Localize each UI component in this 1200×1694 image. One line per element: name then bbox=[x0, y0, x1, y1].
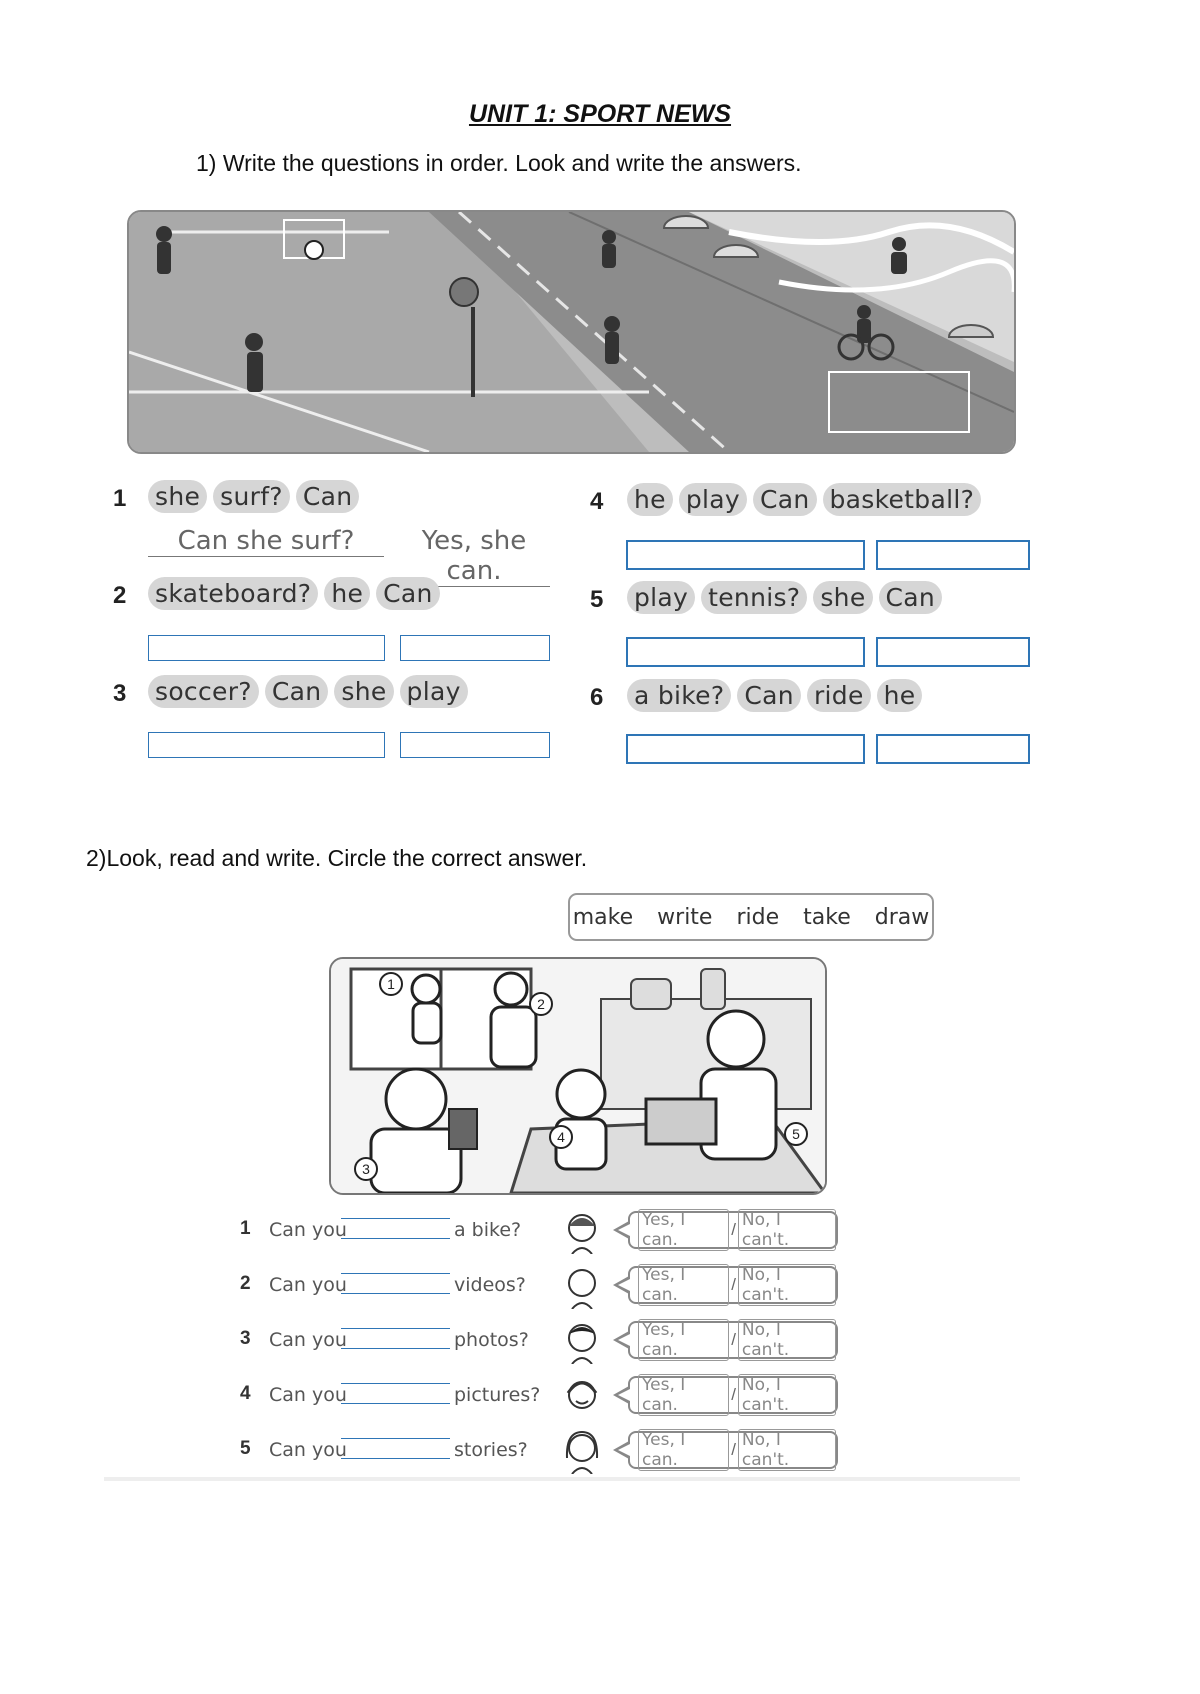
question-start: Can you bbox=[269, 1274, 347, 1296]
yes-option[interactable]: Yes, I can. bbox=[638, 1264, 729, 1306]
separator: / bbox=[731, 1440, 736, 1459]
yes-option[interactable]: Yes, I can. bbox=[638, 1319, 729, 1361]
short-answer-field[interactable] bbox=[876, 734, 1030, 764]
example-answer: Yes, she can. bbox=[398, 526, 550, 587]
word-pill: basketball? bbox=[823, 483, 982, 516]
question-end: photos? bbox=[454, 1329, 529, 1351]
question-answer-field[interactable] bbox=[148, 732, 385, 758]
short-answer-field[interactable] bbox=[400, 635, 550, 661]
word-bank-item: write bbox=[657, 904, 713, 930]
question-start: Can you bbox=[269, 1439, 347, 1461]
no-option[interactable]: No, I can't. bbox=[738, 1319, 836, 1361]
no-option[interactable]: No, I can't. bbox=[738, 1209, 836, 1251]
separator: / bbox=[731, 1275, 736, 1294]
row-number: 4 bbox=[240, 1383, 251, 1404]
answer-blank[interactable] bbox=[341, 1238, 450, 1239]
question-end: stories? bbox=[454, 1439, 528, 1461]
picture-number-label: 2 bbox=[537, 996, 545, 1012]
word-pill: she bbox=[813, 581, 872, 614]
word-pill: Can bbox=[737, 679, 801, 712]
scrambled-words bbox=[148, 675, 468, 708]
separator: / bbox=[731, 1385, 736, 1404]
no-option[interactable]: No, I can't. bbox=[738, 1429, 836, 1471]
exercise-row bbox=[240, 1428, 840, 1474]
answer-bubble bbox=[628, 1321, 838, 1359]
exercise-row bbox=[240, 1263, 840, 1309]
word-pill: she bbox=[148, 480, 207, 513]
yes-option[interactable]: Yes, I can. bbox=[638, 1209, 729, 1251]
scrambled-words bbox=[627, 483, 981, 516]
word-bank-item: ride bbox=[736, 904, 780, 930]
word-pill: Can bbox=[296, 480, 360, 513]
picture-number-label: 1 bbox=[387, 976, 395, 992]
answer-blank[interactable] bbox=[341, 1458, 450, 1459]
man-face-icon bbox=[562, 1263, 602, 1309]
word-pill: she bbox=[334, 675, 393, 708]
instruction-2: 2)Look, read and write. Circle the correct answer. bbox=[86, 845, 588, 871]
example-question: Can she surf? bbox=[148, 526, 384, 557]
bottom-divider bbox=[104, 1477, 1020, 1481]
word-pill: play bbox=[679, 483, 747, 516]
separator: / bbox=[731, 1220, 736, 1239]
item-number: 3 bbox=[113, 680, 127, 707]
word-pill: tennis? bbox=[701, 581, 807, 614]
question-end: pictures? bbox=[454, 1384, 541, 1406]
picture-number-label: 4 bbox=[557, 1129, 565, 1145]
answer-blank[interactable] bbox=[341, 1348, 450, 1349]
item-number: 2 bbox=[113, 582, 127, 609]
item-number: 5 bbox=[590, 586, 604, 613]
word-pill: Can bbox=[753, 483, 817, 516]
item-number: 4 bbox=[590, 488, 604, 515]
answer-bubble bbox=[628, 1266, 838, 1304]
picture-number-label: 3 bbox=[362, 1161, 370, 1177]
question-start: Can you bbox=[269, 1219, 347, 1241]
woman-face-icon bbox=[562, 1428, 602, 1474]
yes-option[interactable]: Yes, I can. bbox=[638, 1374, 729, 1416]
question-start: Can you bbox=[269, 1384, 347, 1406]
answer-blank[interactable] bbox=[341, 1403, 450, 1404]
yes-option[interactable]: Yes, I can. bbox=[638, 1429, 729, 1471]
family-room-illustration bbox=[329, 957, 827, 1195]
word-pill: skateboard? bbox=[148, 577, 318, 610]
question-answer-field[interactable] bbox=[626, 734, 865, 764]
short-answer-field[interactable] bbox=[400, 732, 550, 758]
picture-number-label: 5 bbox=[792, 1126, 800, 1142]
row-number: 1 bbox=[240, 1218, 251, 1239]
question-answer-field[interactable] bbox=[626, 540, 865, 570]
row-number: 5 bbox=[240, 1438, 251, 1459]
question-answer-field[interactable] bbox=[626, 637, 865, 667]
word-pill: soccer? bbox=[148, 675, 259, 708]
separator: / bbox=[731, 1330, 736, 1349]
short-answer-field[interactable] bbox=[876, 540, 1030, 570]
girl-face-icon bbox=[562, 1208, 602, 1254]
question-end: videos? bbox=[454, 1274, 526, 1296]
sports-scene-illustration bbox=[127, 210, 1016, 454]
scrambled-words bbox=[148, 577, 440, 610]
exercise-row bbox=[240, 1318, 840, 1364]
word-pill: he bbox=[324, 577, 370, 610]
word-pill: Can bbox=[376, 577, 440, 610]
item-number: 1 bbox=[113, 485, 127, 512]
word-bank bbox=[568, 893, 934, 941]
short-answer-field[interactable] bbox=[876, 637, 1030, 667]
word-pill: surf? bbox=[213, 480, 290, 513]
word-bank-item: draw bbox=[874, 904, 930, 930]
question-end: a bike? bbox=[454, 1219, 522, 1241]
question-answer-field[interactable] bbox=[148, 635, 385, 661]
answer-bubble bbox=[628, 1376, 838, 1414]
row-number: 3 bbox=[240, 1328, 251, 1349]
word-pill: he bbox=[627, 483, 673, 516]
word-pill: a bike? bbox=[627, 679, 731, 712]
instruction-1: 1) Write the questions in order. Look and write the answers. bbox=[196, 150, 802, 176]
word-pill: Can bbox=[879, 581, 943, 614]
word-pill: play bbox=[400, 675, 468, 708]
scrambled-words bbox=[627, 581, 942, 614]
answer-bubble bbox=[628, 1431, 838, 1469]
no-option[interactable]: No, I can't. bbox=[738, 1264, 836, 1306]
word-pill: ride bbox=[807, 679, 871, 712]
boy-face-icon bbox=[562, 1318, 602, 1364]
row-number: 2 bbox=[240, 1273, 251, 1294]
scrambled-words bbox=[627, 679, 922, 712]
child-face-icon bbox=[562, 1373, 602, 1419]
exercise-row bbox=[240, 1373, 840, 1419]
question-start: Can you bbox=[269, 1329, 347, 1351]
word-pill: play bbox=[627, 581, 695, 614]
no-option[interactable]: No, I can't. bbox=[738, 1374, 836, 1416]
word-bank-item: make bbox=[572, 904, 634, 930]
page-title: UNIT 1: SPORT NEWS bbox=[468, 100, 732, 128]
item-number: 6 bbox=[590, 684, 604, 711]
scrambled-words bbox=[148, 480, 359, 513]
exercise-row bbox=[240, 1208, 840, 1254]
word-pill: he bbox=[877, 679, 923, 712]
answer-bubble bbox=[628, 1211, 838, 1249]
word-bank-item: take bbox=[803, 904, 851, 930]
answer-blank[interactable] bbox=[341, 1293, 450, 1294]
word-pill: Can bbox=[265, 675, 329, 708]
